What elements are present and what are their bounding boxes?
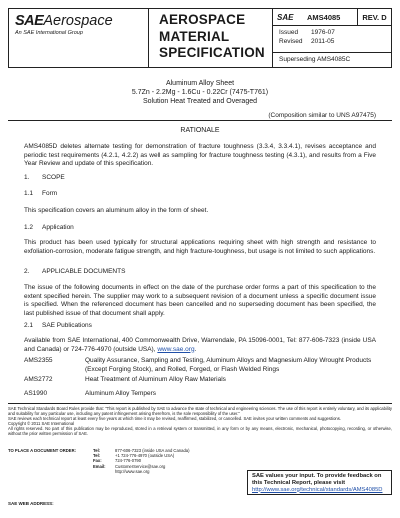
form-text: This specification covers an aluminum alloy in the form of sheet. bbox=[24, 207, 209, 214]
document-description: Heat Treatment of Aluminum Alloy Raw Materials bbox=[85, 376, 226, 383]
info-cell bbox=[273, 9, 391, 67]
document-header bbox=[8, 8, 392, 68]
superseding-label: Superseding AMS4085C bbox=[279, 56, 351, 63]
revision-label: REV. D bbox=[357, 9, 391, 25]
sae-website-link[interactable]: www.sae.org bbox=[157, 345, 195, 353]
feedback-link[interactable]: http://www.sae.org/technical/standards/AMS4085D bbox=[252, 486, 383, 493]
revised-value: 2011-05 bbox=[311, 37, 335, 45]
divider bbox=[8, 120, 392, 121]
applicable-documents-text: The issue of the following documents in effect on the date of the purchase order forms a part of this specification to the extent specified herein. The supplier may work to a subsequent revision of a document unless a specific document issue is specified. When the referenced document has been cancelled and no superseding document has been specified, the last published issue of that document shall apply. bbox=[24, 284, 376, 317]
document-number: AMS4085 bbox=[307, 12, 341, 22]
document-code: AMS2355 bbox=[24, 357, 53, 364]
document-code: AMS2772 bbox=[24, 376, 53, 383]
sae-mini-logo: SAE bbox=[277, 12, 294, 22]
feedback-box: SAE values your input. To provide feedback on this Technical Report, please visit http://www.sae.org/technical/standards/AMS4085D bbox=[247, 470, 392, 495]
order-contact-info: TO PLACE A DOCUMENT ORDER: Tel: Tel: Fax: Email: 877-606-7323 (inside USA and Canada) +1 724-776-4970 (outside USA) 724-776-0790 CustomerService@sae.org http://www.sae.org bbox=[8, 448, 195, 474]
material-title: Aluminum Alloy Sheet 5.7Zn - 2.2Mg - 1.6Cu - 0.22Cr (7475-T761) Solution Heat Treated and Overaged bbox=[131, 80, 269, 105]
section-sae-publications-heading: 2.1 SAE Publications bbox=[24, 322, 92, 329]
sae-aerospace-logo: SAEAerospace bbox=[15, 13, 113, 29]
footer-legal: SAE Technical Standards Board Rules provide that: "This report is published by SAE to advance the state of technical and engineering sciences. The use of this report is entirely voluntary, and its applicability and suitability for any particular use, including any patent infringement arising therefrom, is the sole responsibility of the user." SAE reviews each technical report at least every five years at which time it may be revised, reaffirmed, stabilized, or cancelled. SAE invites your written comments and suggestions. Copyright © 2011 SAE International All rights reserved. No part of this publication may be reproduced, stored in a retrieval system or transmitted, in any form or by any means, electronic, mechanical, photocopying, recording, or otherwise, without the prior written permission of SAE. bbox=[8, 406, 392, 436]
application-text: This product has been used typically for structural applications requiring sheet with high strength and resistance to exfoliation-corrosion, moderate fatigue strength, and high fracture-toughness, but usage is not limited to such applications. bbox=[24, 239, 376, 255]
document-description: Aluminum Alloy Tempers bbox=[85, 390, 157, 397]
title-line-1: AEROSPACE bbox=[159, 12, 246, 27]
issued-label: Issued bbox=[279, 29, 299, 36]
title-line-3: SPECIFICATION bbox=[159, 45, 265, 60]
rationale-heading: RATIONALE bbox=[180, 127, 220, 134]
section-application-heading: 1.2 Application bbox=[24, 224, 74, 231]
composition-note: (Composition similar to UNS A97475) bbox=[268, 112, 376, 119]
document-list-item bbox=[24, 357, 376, 374]
document-list-item bbox=[24, 376, 376, 385]
document-list-item bbox=[24, 390, 376, 399]
title-line-2: MATERIAL bbox=[159, 28, 230, 44]
section-applicable-documents-heading: 2. APPLICABLE DOCUMENTS bbox=[24, 268, 126, 275]
logo-cell bbox=[9, 9, 149, 67]
logo-tagline: An SAE International Group bbox=[15, 30, 83, 36]
footer-divider bbox=[8, 403, 392, 404]
email-address[interactable]: CustomerService@sae.org bbox=[115, 463, 166, 469]
spec-title bbox=[149, 9, 273, 67]
issue-dates bbox=[273, 26, 391, 53]
web-address[interactable]: http://www.sae.org bbox=[115, 468, 150, 474]
fax-number: 724-776-0790 bbox=[115, 458, 142, 464]
section-scope-heading: 1. SCOPE bbox=[24, 174, 65, 181]
section-form-heading: 1.1 Form bbox=[24, 190, 58, 197]
sae-publications-text: Available from SAE International, 400 Commonwealth Drive, Warrendale, PA 15096-0001, Tel: 877-606-7323 (inside USA and Canada) or 724-776-4970 (outside USA), www.sae.org. bbox=[24, 337, 376, 353]
web-address-label: SAE WEB ADDRESS: bbox=[8, 501, 54, 506]
rationale-text: AMS4085D deletes alternate testing for demonstration of fracture toughness (3.3.4, 3.3.4.1), revises acceptance and periodic test requirements (4.2.1, 4.2.2) as well as sampling for fracture toughness testing (4.3.1), and results from a Five Year Review and update of this specification. bbox=[24, 143, 376, 167]
revised-label: Revised bbox=[279, 37, 303, 45]
issued-value: 1976-07 bbox=[311, 29, 335, 36]
phone-inside: 877-606-7323 (inside USA and Canada) bbox=[115, 448, 190, 453]
document-code: AS1990 bbox=[24, 390, 48, 397]
phone-outside: +1 724-776-4970 (outside USA) bbox=[115, 453, 175, 459]
document-description: Quality Assurance, Sampling and Testing, Aluminum Alloys and Magnesium Alloy Wrought Products (Except Forging Stock), and Rolled, Forged, or Flash Welded Rings bbox=[85, 357, 372, 373]
order-label: TO PLACE A DOCUMENT ORDER: bbox=[8, 448, 77, 453]
